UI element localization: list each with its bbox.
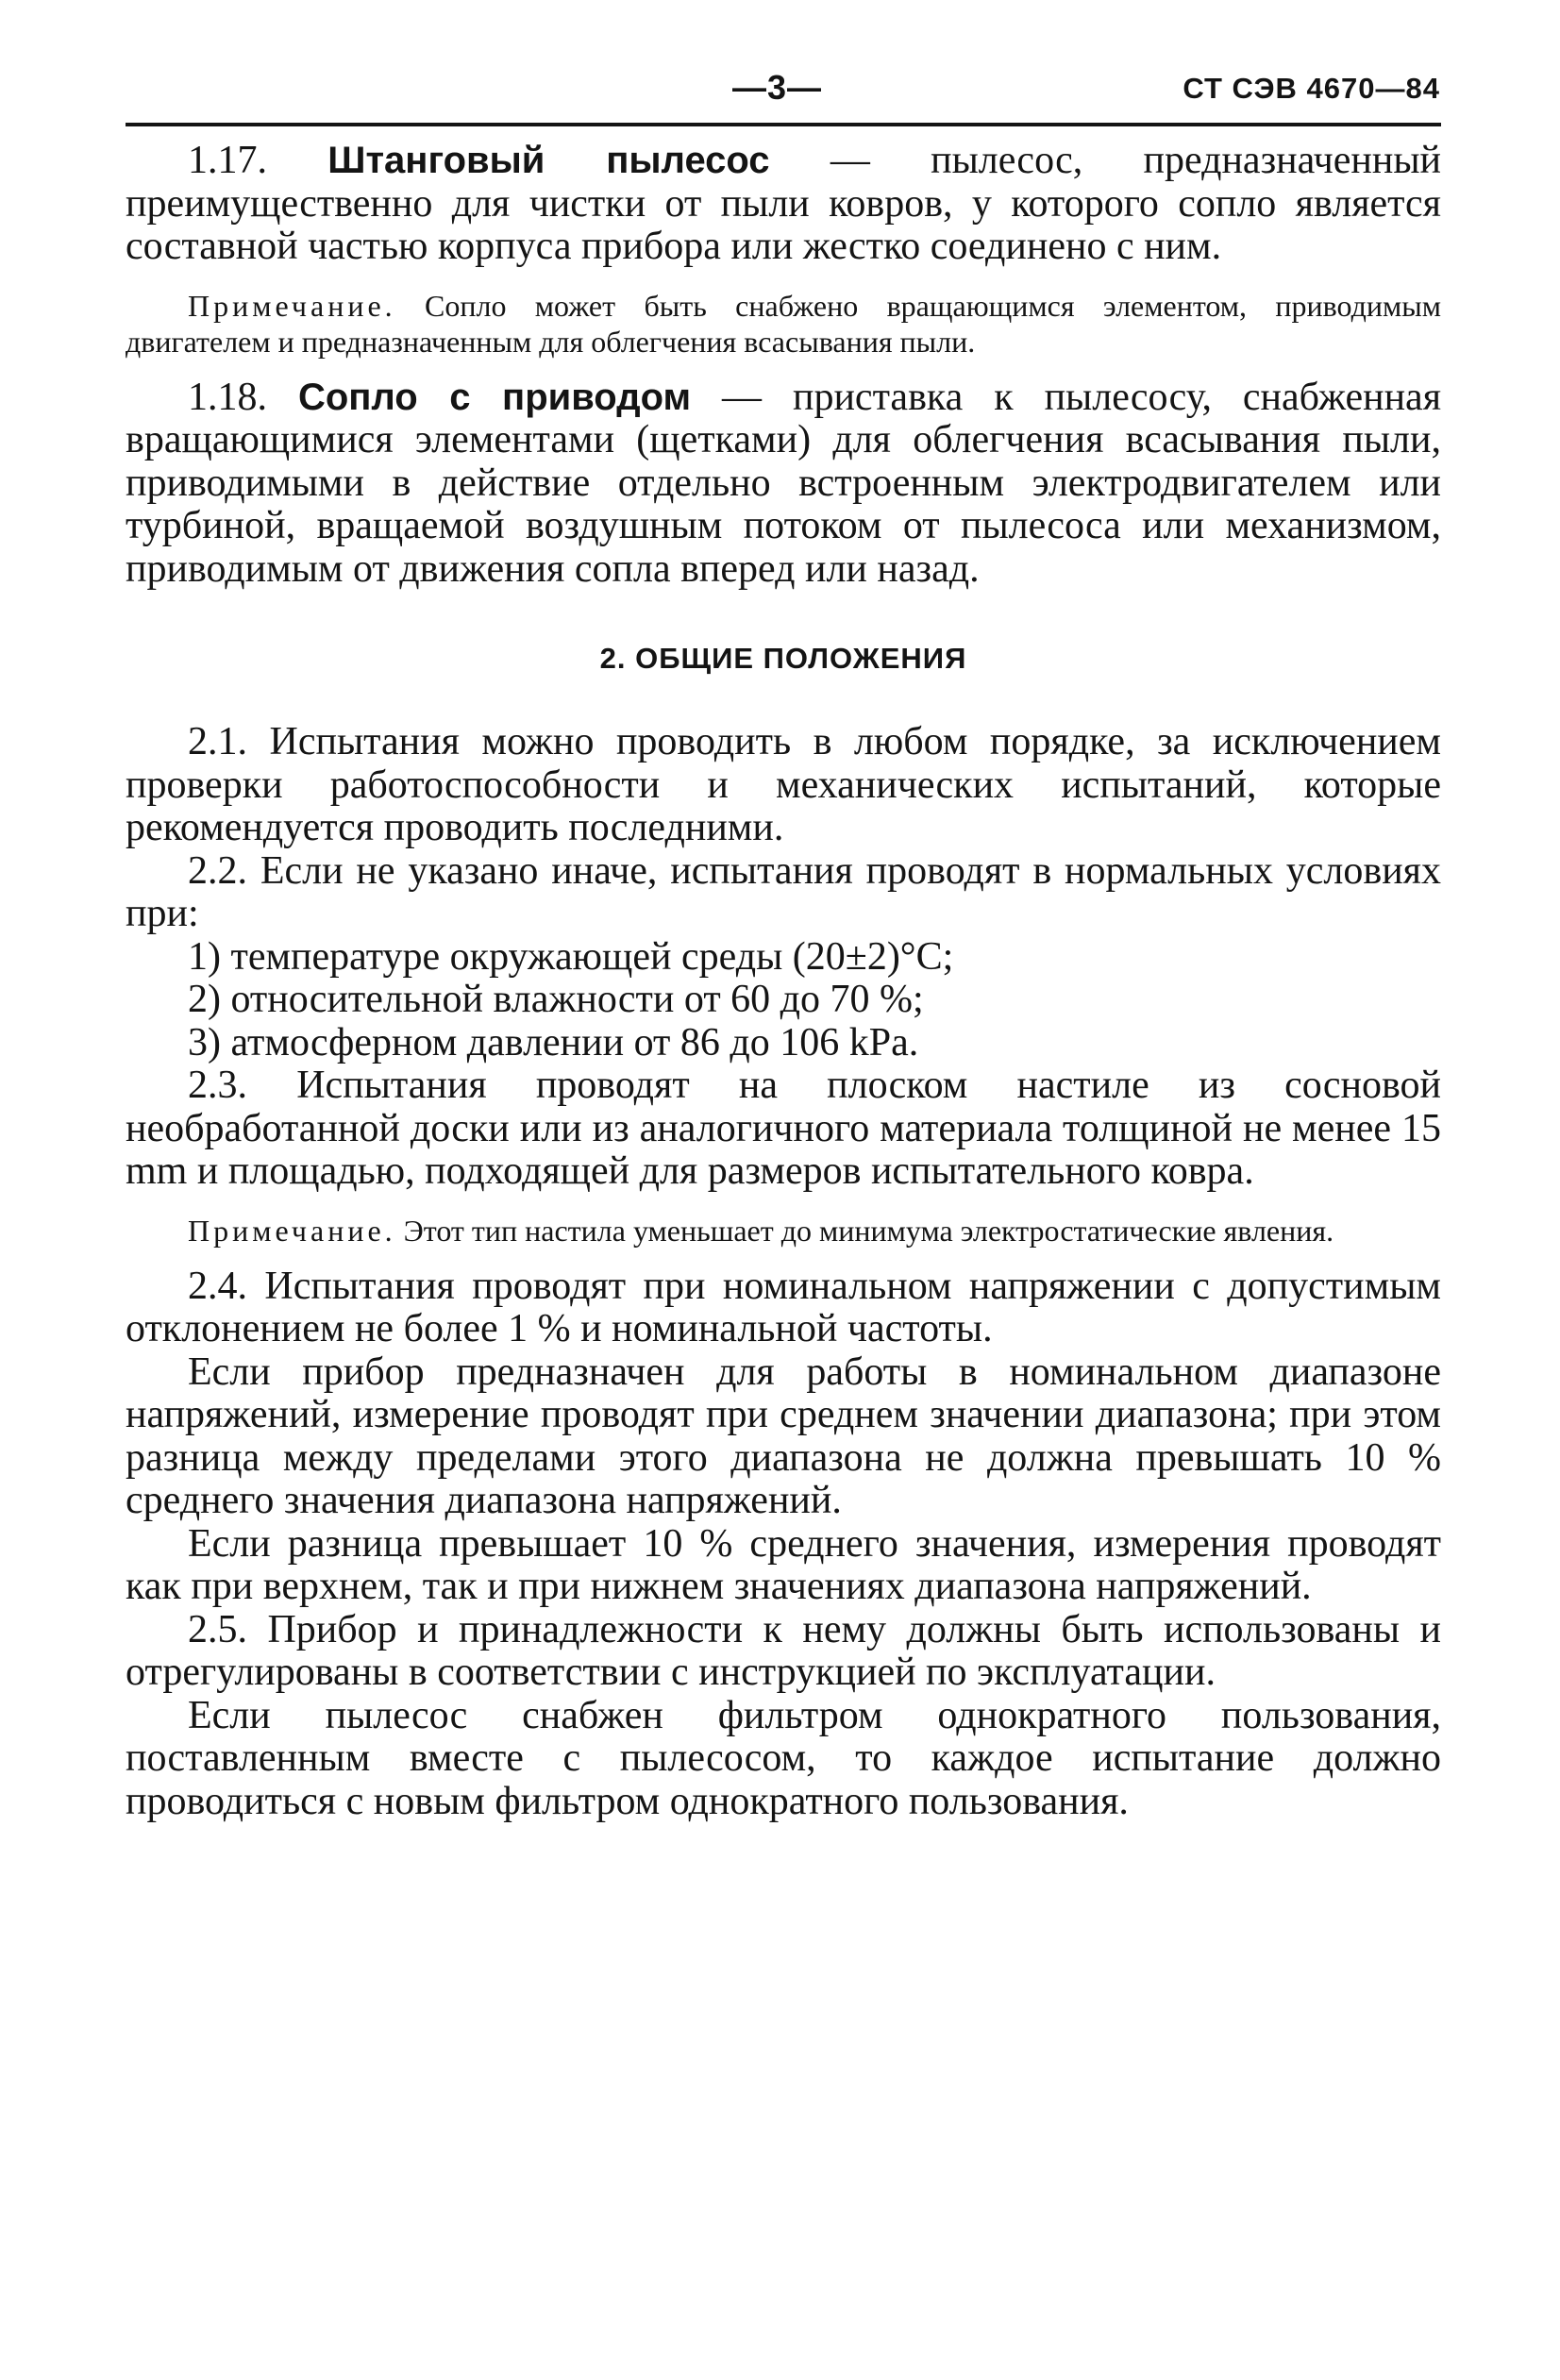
list-item: 2) относительной влажности от 60 до 70 %; [188,978,924,1021]
clause-2-4-para-b: Если разница превышает 10 % среднего значения, измерения проводят как при верхнем, так и при нижнем значениях диапазона напряжений. [126,1521,1441,1608]
clause-2-1: 2.1. Испытания можно проводить в любом порядке, за исключением проверки работоспособности и механических испытаний, которые рекомендуется проводить последними. [126,720,1441,849]
clause-text: — пылесос, предназначенный преимущественно для чистки от пыли ковров, у которого сопло является составной частью корпуса прибора или жестко соединено с ним. [126,139,1442,268]
clause-1-18 [126,377,1441,592]
page-number: —3— [732,68,823,107]
note-label: Примечание. [188,288,396,323]
defined-term: Сопло с приводом [297,376,692,418]
note-1 [126,288,1441,360]
note-text: Сопло может быть снабжено вращающимся элементом, приводимым двигателем и предназначенным для облегчения всасывания пыли. [126,288,1442,359]
clause-2-4-para-a: Если прибор предназначен для работы в номинальном диапазоне напряжений, измерение проводят при среднем значении диапазона; при этом разница между пределами этого диапазона не должна превышать 10 % среднего значения диапазона напряжений. [126,1349,1441,1522]
list-item: 3) атмосферном давлении от 86 до 106 kPa. [188,1020,919,1064]
clause-2-2: 2.2. Если не указано иначе, испытания проводят в нормальных условиях при: [126,848,1441,935]
clause-2-5: 2.5. Прибор и принадлежности к нему должны быть использованы и отрегулированы в соответствии с инструкцией по эксплуатации. [126,1607,1441,1694]
defined-term: Штанговый пылесос [327,140,770,181]
note-text: Этот тип настила уменьшает до минимума электростатические явления. [403,1213,1334,1248]
page-header [0,59,1560,134]
clause-number: 1.17. [188,139,267,182]
header-rule [126,123,1441,126]
note-2 [126,1213,1441,1249]
clause-2-5-para-a: Если пылесос снабжен фильтром однократного пользования, поставленным вместе с пылесосом, то каждое испытание должно проводиться с новым фильтром однократного пользования. [126,1693,1441,1823]
section-heading: 2. ОБЩИЕ ПОЛОЖЕНИЯ [599,642,967,675]
clause-2-3: 2.3. Испытания проводят на плоском настиле из сосновой необработанной доски или из аналогичного материала толщиной не менее 15 mm и площадью, подходящей для размеров испытательного ковра. [126,1064,1441,1193]
clause-text: — приставка к пылесосу, снабженная вращающимися элементами (щетками) для облегчения всасывания пыли, приводимыми в действие отдельно встроенным электродвигателем или турбиной, вращаемой воздушным потоком от пылесоса или механизмом, приводимым от движения сопла вперед или назад. [126,375,1442,591]
clause-1-17 [126,140,1441,269]
clause-number: 1.18. [188,375,267,419]
document-code: СТ СЭВ 4670—84 [1183,72,1440,105]
list-item: 1) температуре окружающей среды (20±2)°С; [188,934,954,979]
note-label: Примечание. [188,1213,396,1248]
clause-2-4: 2.4. Испытания проводят при номинальном напряжении с допустимым отклонением не более 1 % и номинальной частоты. [126,1264,1441,1350]
document-body [126,140,1441,1823]
